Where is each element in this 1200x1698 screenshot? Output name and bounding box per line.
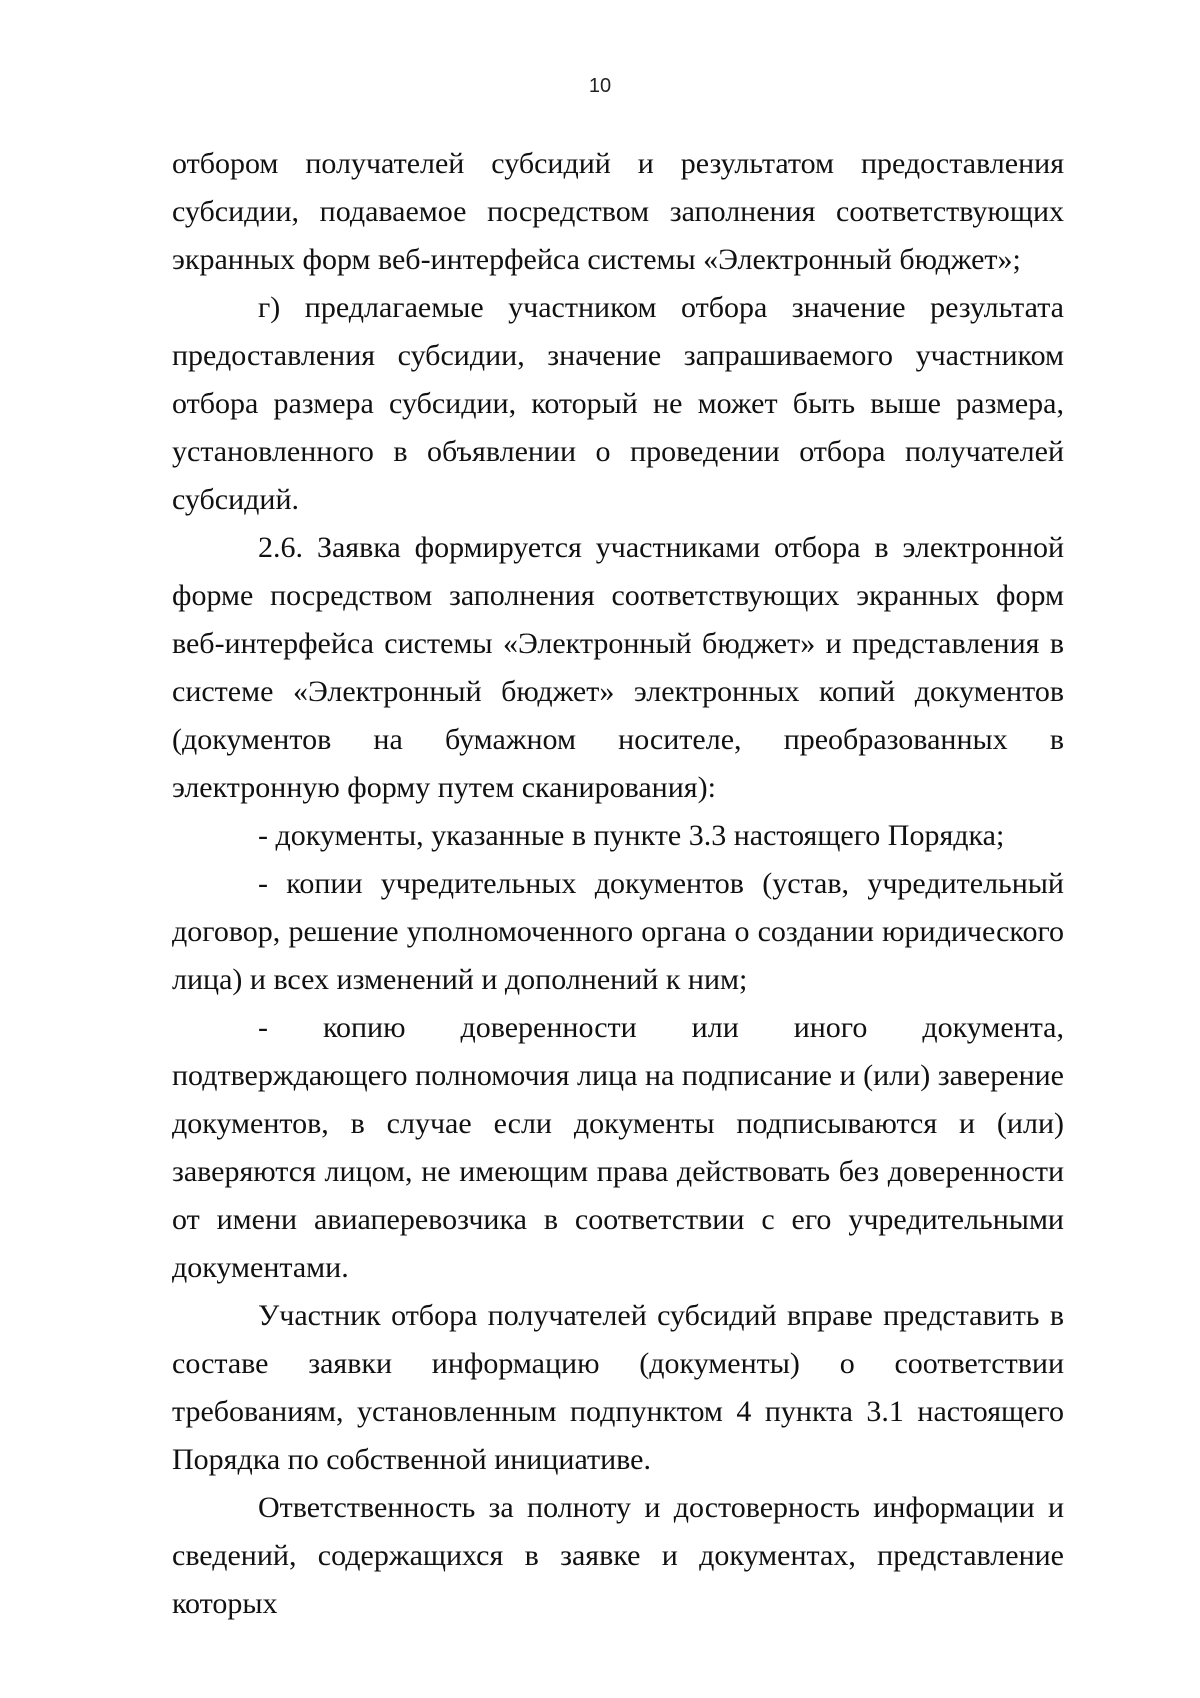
list-item-documents: - документы, указанные в пункте 3.3 настоящего Порядка; bbox=[258, 819, 1005, 852]
paragraph-item-g: г) предлагаемые участником отбора значение результата предоставления субсидии, значение запрашиваемого участником отбора размера субсидии, который не может быть выше размера, установленного в объявлении о проведении отбора получателей субсидий. bbox=[172, 291, 1064, 516]
paragraph-responsibility: Ответственность за полноту и достоверность информации и сведений, содержащихся в заявке и документах, представление которых bbox=[172, 1491, 1064, 1620]
page-number: 10 bbox=[588, 75, 612, 97]
list-item-power-of-attorney: - копию доверенности или иного документа, подтверждающего полномочия лица на подписание и (или) заверение документов, в случае если документы подписываются и (или) заверяются лицом, не имеющим права действовать без доверенности от имени авиаперевозчика в соответствии с его учредительными документами. bbox=[172, 1011, 1064, 1284]
list-item-founding-documents: - копии учредительных документов (устав, учредительный договор, решение уполномоченного органа о создании юридического лица) и всех изменений и дополнений к ним; bbox=[172, 867, 1064, 996]
paragraph-participant-right: Участник отбора получателей субсидий вправе представить в составе заявки информацию (документы) о соответствии требованиям, установленным подпунктом 4 пункта 3.1 настоящего Порядка по собственной инициативе. bbox=[172, 1299, 1064, 1476]
paragraph-continuation: отбором получателей субсидий и результатом предоставления субсидии, подаваемое посредством заполнения соответствующих экранных форм веб-интерфейса системы «Электронный бюджет»; bbox=[172, 147, 1064, 276]
paragraph-clause-2-6: 2.6. Заявка формируется участниками отбора в электронной форме посредством заполнения соответствующих экранных форм веб-интерфейса системы «Электронный бюджет» и представления в системе «Электронный бюджет» электронных копий документов (документов на бумажном носителе, преобразованных в электронную форму путем сканирования): bbox=[172, 531, 1064, 804]
document-body bbox=[172, 140, 1064, 1628]
